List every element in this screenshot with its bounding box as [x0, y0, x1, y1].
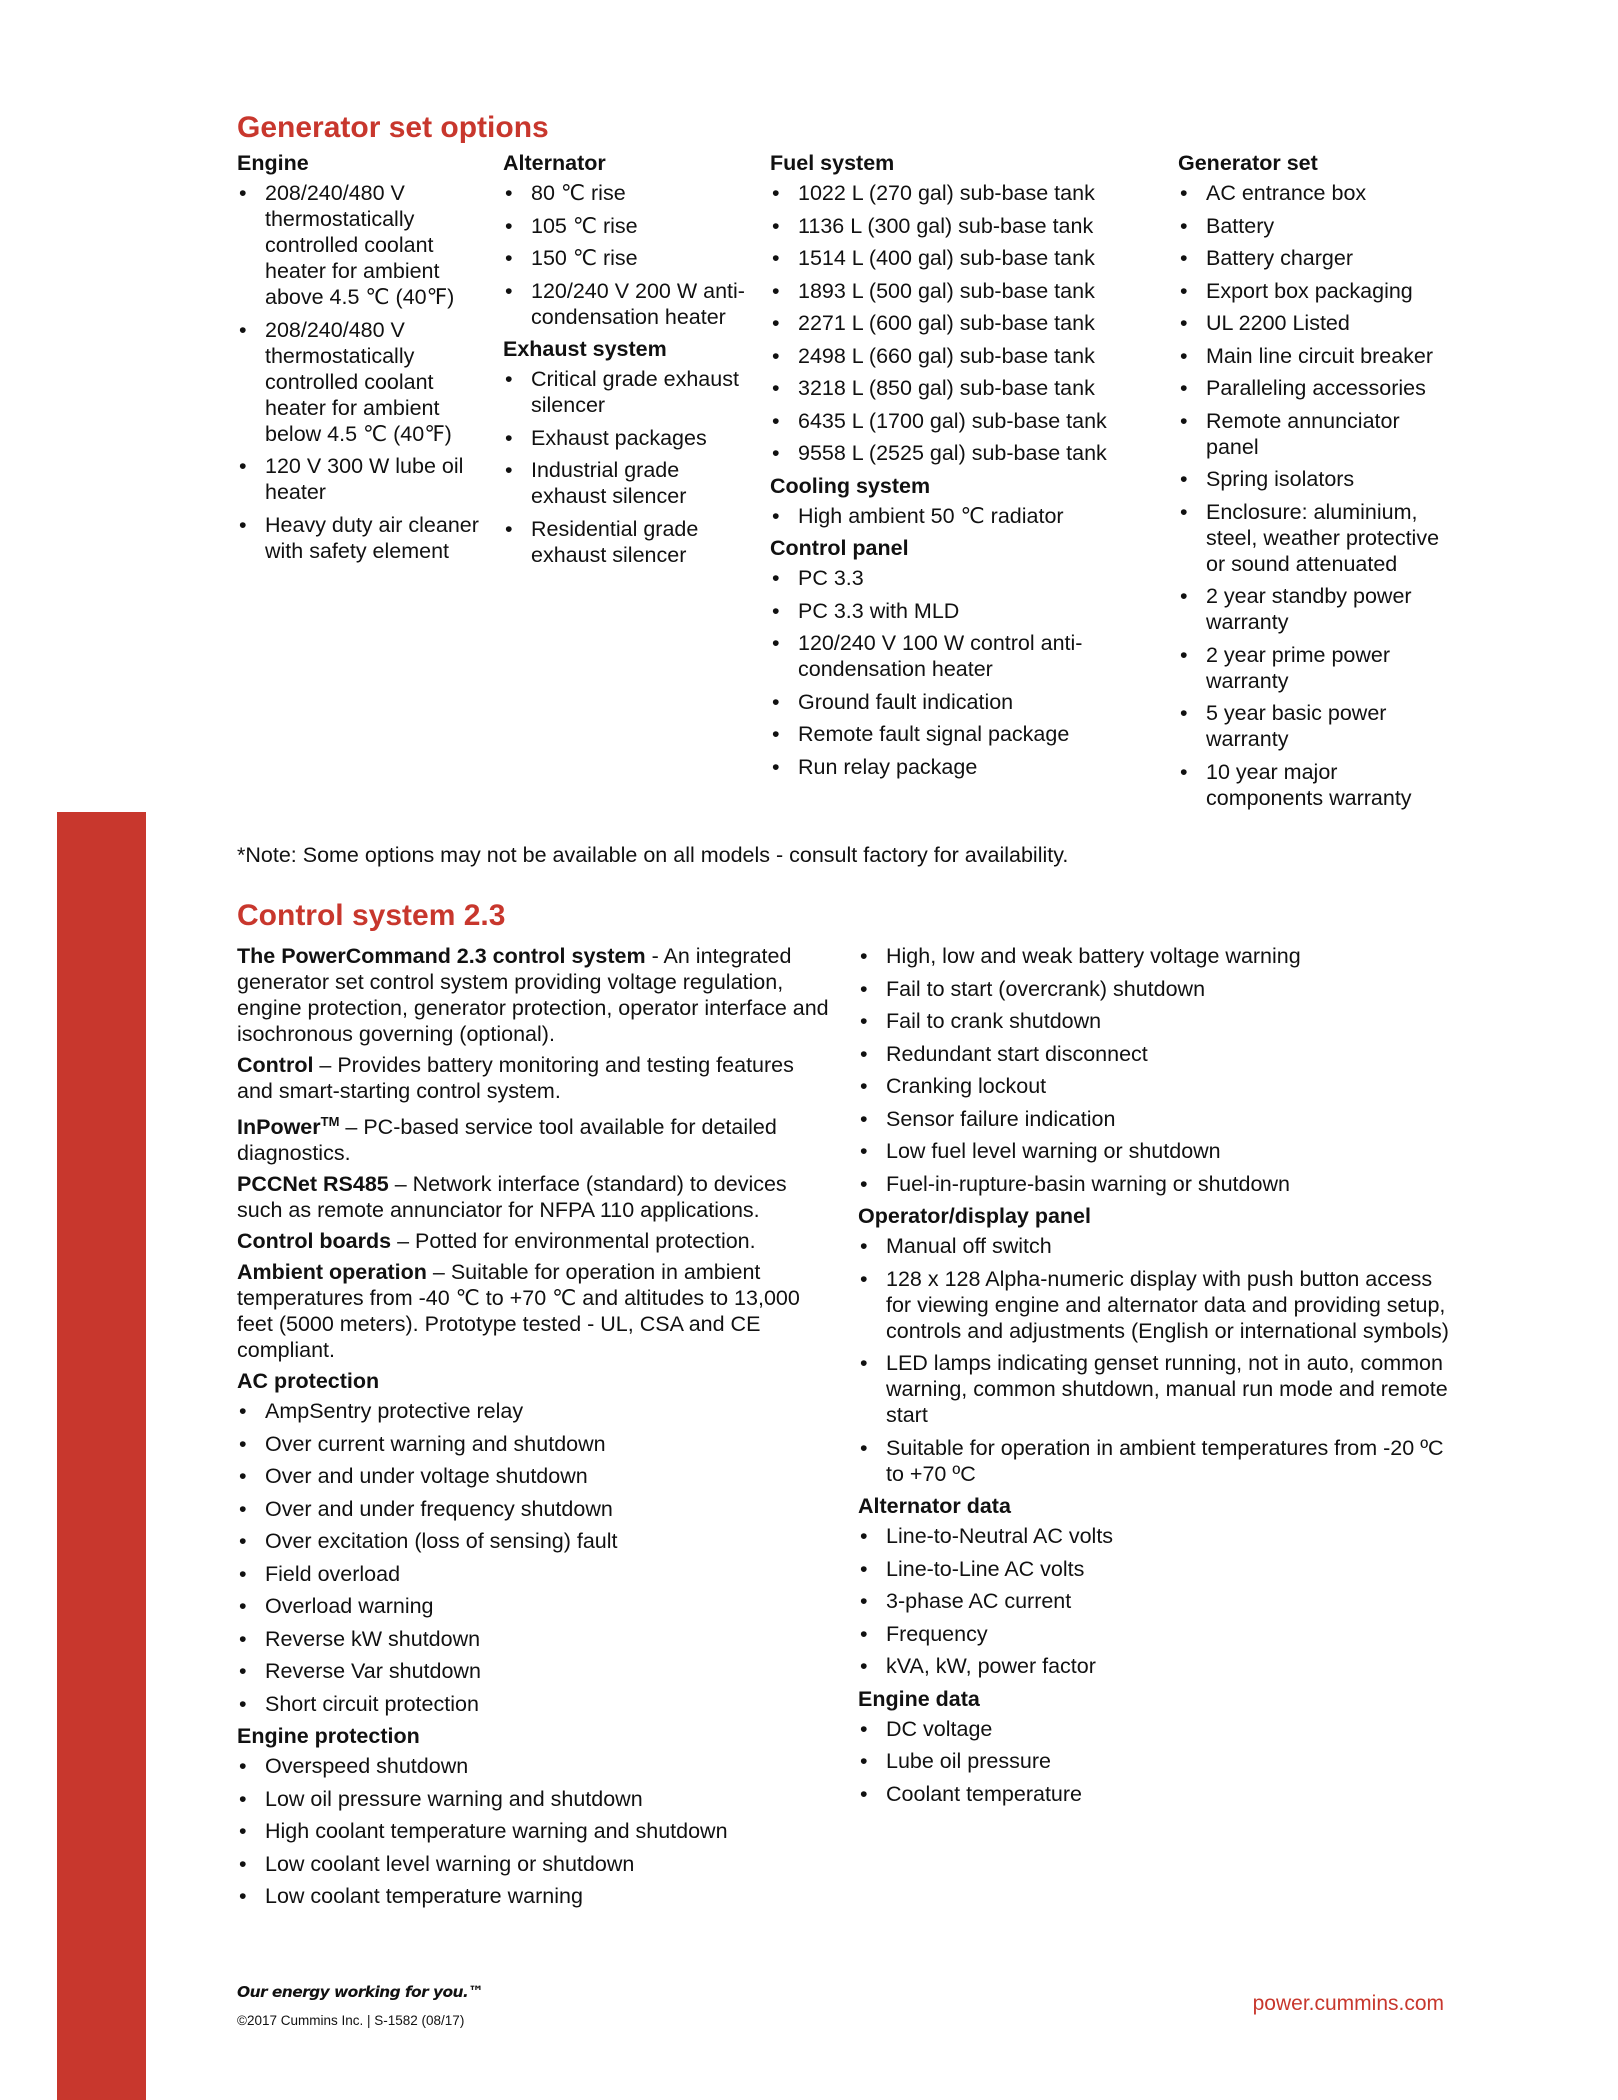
list-item: • Run relay package	[770, 754, 1140, 780]
options-title: Generator set options	[237, 111, 549, 144]
ac-protection-list	[237, 1398, 832, 1717]
list-item: • Sensor failure indication	[858, 1106, 1458, 1132]
list-item: • Fail to crank shutdown	[858, 1008, 1458, 1034]
list-item: • Redundant start disconnect	[858, 1041, 1458, 1067]
list-item: • Enclosure: aluminium, steel, weather protective or sound attenuated	[1178, 499, 1458, 577]
list-item: • 1022 L (270 gal) sub-base tank	[770, 180, 1140, 206]
control-title: Control system 2.3	[237, 899, 506, 932]
list-item: • Cranking lockout	[858, 1073, 1458, 1099]
list-item: • Industrial grade exhaust silencer	[503, 457, 748, 509]
list-item: • Residential grade exhaust silencer	[503, 516, 748, 568]
list-item: • 1893 L (500 gal) sub-base tank	[770, 278, 1140, 304]
alternator-column	[503, 150, 748, 574]
list-item: • Low coolant level warning or shutdown	[237, 1851, 832, 1877]
cooling-list	[770, 503, 1140, 529]
fuel-list	[770, 180, 1140, 466]
paragraph-text: - An integrated generator set control system providing voltage regulation, engine protection, generator protection, operator interface and isochronous governing (optional).	[237, 944, 829, 1046]
list-item: • 208/240/480 V thermostatically controlled coolant heater for ambient above 4.5 ℃ (40℉)	[237, 180, 482, 310]
list-item: • 9558 L (2525 gal) sub-base tank	[770, 440, 1140, 466]
list-item: • Exhaust packages	[503, 425, 748, 451]
engine-protection-list	[237, 1753, 832, 1909]
list-item: • 6435 L (1700 gal) sub-base tank	[770, 408, 1140, 434]
list-item: • Paralleling accessories	[1178, 375, 1458, 401]
list-item: • Low fuel level warning or shutdown	[858, 1138, 1458, 1164]
list-item: • 3-phase AC current	[858, 1588, 1458, 1614]
engine-protection-heading: Engine protection	[237, 1724, 420, 1749]
paragraph-text: – PC-based service tool available for detailed diagnostics.	[237, 1115, 777, 1166]
list-item: • 128 x 128 Alpha-numeric display with push button access for viewing engine and alternator data and providing setup, controls and adjustments (English or international symbols)	[858, 1266, 1458, 1344]
fuel-heading: Fuel system	[770, 151, 895, 175]
list-item: • Reverse kW shutdown	[237, 1626, 832, 1652]
engine-data-list	[858, 1716, 1458, 1807]
list-item: • High ambient 50 ℃ radiator	[770, 503, 1140, 529]
list-item: • 10 year major components warranty	[1178, 759, 1458, 811]
list-item: • Suitable for operation in ambient temperatures from -20 ºC to +70 ºC	[858, 1435, 1458, 1487]
control-panel-list	[770, 565, 1140, 780]
exhaust-list	[503, 366, 748, 568]
list-item: • Reverse Var shutdown	[237, 1658, 832, 1684]
list-item: • Remote fault signal package	[770, 721, 1140, 747]
list-item: • High, low and weak battery voltage warning	[858, 943, 1458, 969]
list-item: • 208/240/480 V thermostatically controlled coolant heater for ambient below 4.5 ℃ (40℉)	[237, 317, 482, 447]
list-item: • Heavy duty air cleaner with safety element	[237, 512, 482, 564]
control-paragraph	[237, 1052, 832, 1104]
trademark-sup: TM	[320, 1114, 340, 1129]
list-item: • Line-to-Neutral AC volts	[858, 1523, 1458, 1549]
list-item: • Over and under frequency shutdown	[237, 1496, 832, 1522]
list-item: • Battery	[1178, 213, 1458, 239]
list-item: • 2271 L (600 gal) sub-base tank	[770, 310, 1140, 336]
cooling-heading: Cooling system	[770, 473, 931, 498]
control-paragraph	[237, 1171, 832, 1223]
list-item: • Remote annunciator panel	[1178, 408, 1458, 460]
fuel-column	[770, 150, 1140, 786]
list-item: • 5 year basic power warranty	[1178, 700, 1458, 752]
control-paragraph	[237, 943, 832, 1047]
list-item: • Main line circuit breaker	[1178, 343, 1458, 369]
engine-column	[237, 150, 482, 570]
alternator-list	[503, 180, 748, 330]
control-paragraph	[237, 1109, 832, 1166]
list-item: • UL 2200 Listed	[1178, 310, 1458, 336]
operator-panel-list	[858, 1233, 1458, 1487]
list-item: • 1136 L (300 gal) sub-base tank	[770, 213, 1140, 239]
list-item: • 120/240 V 200 W anti-condensation heater	[503, 278, 748, 330]
list-item: • 2 year prime power warranty	[1178, 642, 1458, 694]
list-item: • Frequency	[858, 1621, 1458, 1647]
paragraph-text: – Network interface (standard) to devices such as remote annunciator for NFPA 110 applications.	[237, 1172, 787, 1223]
list-item: • Export box packaging	[1178, 278, 1458, 304]
list-item: • AmpSentry protective relay	[237, 1398, 832, 1424]
paragraph-term: Control boards	[237, 1229, 392, 1254]
list-item: • Manual off switch	[858, 1233, 1458, 1259]
list-item: • Over excitation (loss of sensing) fault	[237, 1528, 832, 1554]
engine-data-heading: Engine data	[858, 1686, 980, 1711]
paragraph-text: – Suitable for operation in ambient temperatures from -40 ℃ to +70 ℃ and altitudes to 13,000 feet (5000 meters). Prototype tested - UL, CSA and CE compliant.	[237, 1260, 800, 1363]
control-warnings-list	[858, 943, 1458, 1197]
list-item: • Ground fault indication	[770, 689, 1140, 715]
list-item: • 120 V 300 W lube oil heater	[237, 453, 482, 505]
list-item: • 120/240 V 100 W control anti-condensation heater	[770, 630, 1140, 682]
ac-protection-heading: AC protection	[237, 1369, 380, 1394]
list-item: • High coolant temperature warning and shutdown	[237, 1818, 832, 1844]
list-item: • DC voltage	[858, 1716, 1458, 1742]
list-item: • 2 year standby power warranty	[1178, 583, 1458, 635]
alternator-data-list	[858, 1523, 1458, 1679]
engine-heading: Engine	[237, 151, 309, 175]
list-item: • AC entrance box	[1178, 180, 1458, 206]
control-left-column	[237, 943, 832, 1916]
alternator-heading: Alternator	[503, 151, 606, 175]
control-paragraphs	[237, 943, 832, 1363]
paragraph-term: The PowerCommand 2.3 control system	[237, 944, 646, 968]
paragraph-term: Ambient operation	[237, 1260, 427, 1285]
list-item: • Coolant temperature	[858, 1781, 1458, 1807]
paragraph-text: – Provides battery monitoring and testing features and smart-starting control system.	[237, 1053, 794, 1103]
list-item: • PC 3.3 with MLD	[770, 598, 1140, 624]
footer-tagline: Our energy working for you.™	[237, 1983, 484, 2001]
list-item: • PC 3.3	[770, 565, 1140, 591]
list-item: • Fuel-in-rupture-basin warning or shutdown	[858, 1171, 1458, 1197]
footer-website-link[interactable]: power.cummins.com	[1252, 1992, 1444, 2015]
engine-list	[237, 180, 482, 564]
red-side-bar	[57, 812, 146, 2100]
control-paragraph	[237, 1259, 832, 1363]
alternator-data-heading: Alternator data	[858, 1494, 1011, 1518]
list-item: • 80 ℃ rise	[503, 180, 748, 206]
genset-list	[1178, 180, 1458, 811]
paragraph-term: PCCNet RS485	[237, 1172, 389, 1197]
paragraph-term: Control	[237, 1053, 314, 1077]
paragraph-text: – Potted for environmental protection.	[391, 1229, 756, 1254]
exhaust-heading: Exhaust system	[503, 337, 667, 361]
list-item: • Over current warning and shutdown	[237, 1431, 832, 1457]
list-item: • Short circuit protection	[237, 1691, 832, 1717]
list-item: • 3218 L (850 gal) sub-base tank	[770, 375, 1140, 401]
list-item: • 2498 L (660 gal) sub-base tank	[770, 343, 1140, 369]
availability-note: *Note: Some options may not be available on all models - consult factory for availability.	[237, 843, 1069, 867]
list-item: • Critical grade exhaust silencer	[503, 366, 748, 418]
list-item: • Lube oil pressure	[858, 1748, 1458, 1774]
operator-panel-heading: Operator/display panel	[858, 1204, 1091, 1228]
list-item: • Over and under voltage shutdown	[237, 1463, 832, 1489]
list-item: • 105 ℃ rise	[503, 213, 748, 239]
genset-column	[1178, 150, 1458, 817]
list-item: • kVA, kW, power factor	[858, 1653, 1458, 1679]
list-item: • Low oil pressure warning and shutdown	[237, 1786, 832, 1812]
control-panel-heading: Control panel	[770, 536, 909, 560]
list-item: • LED lamps indicating genset running, not in auto, common warning, common shutdown, manual run mode and remote start	[858, 1350, 1458, 1428]
list-item: • Overspeed shutdown	[237, 1753, 832, 1779]
list-item: • Fail to start (overcrank) shutdown	[858, 976, 1458, 1002]
list-item: • Battery charger	[1178, 245, 1458, 271]
list-item: • 150 ℃ rise	[503, 245, 748, 271]
control-paragraph	[237, 1228, 832, 1254]
paragraph-term: InPower	[237, 1115, 321, 1140]
list-item: • Field overload	[237, 1561, 832, 1587]
control-right-column	[858, 943, 1458, 1813]
genset-heading: Generator set	[1178, 151, 1318, 175]
list-item: • Low coolant temperature warning	[237, 1883, 832, 1909]
footer-copyright: ©2017 Cummins Inc. | S-1582 (08/17)	[237, 2013, 465, 2028]
list-item: • Spring isolators	[1178, 466, 1458, 492]
list-item: • Overload warning	[237, 1593, 832, 1619]
list-item: • Line-to-Line AC volts	[858, 1556, 1458, 1582]
list-item: • 1514 L (400 gal) sub-base tank	[770, 245, 1140, 271]
